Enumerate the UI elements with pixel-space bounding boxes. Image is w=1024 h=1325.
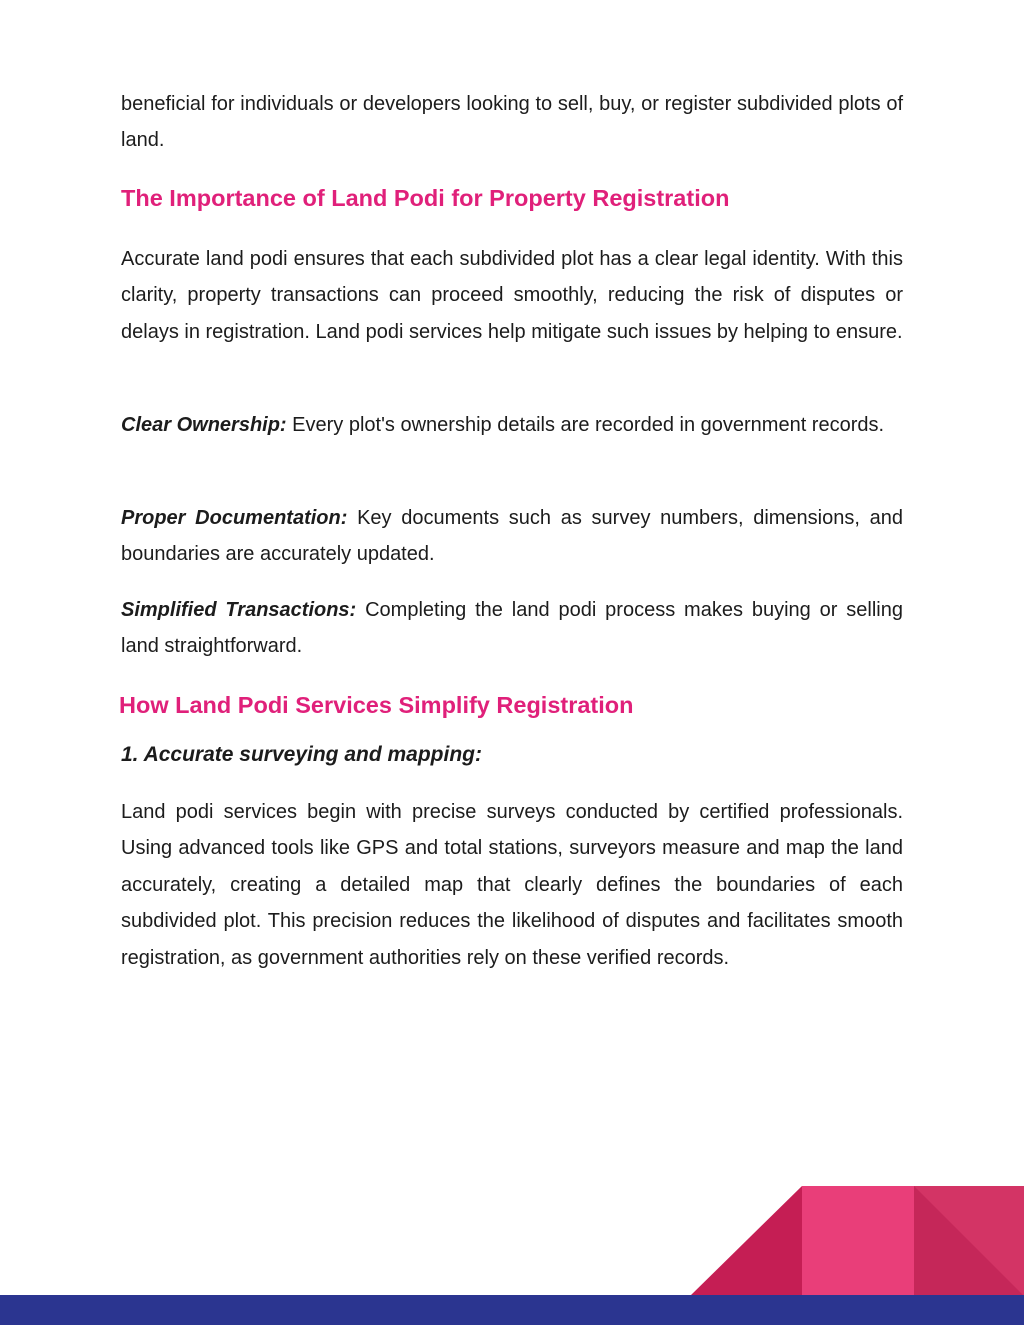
point-clear-ownership <box>121 407 903 443</box>
intro-paragraph: beneficial for individuals or developers looking to sell, buy, or register subdivided plots of land. <box>121 93 903 152</box>
importance-paragraph: Accurate land podi ensures that each subdivided plot has a clear legal identity. With this clarity, property transactions can proceed smoothly, reducing the risk of disputes or delays in registration. Land podi services help mitigate such issues by helping to ensure. <box>121 248 903 343</box>
subheading-surveying: 1. Accurate surveying and mapping: <box>121 743 482 766</box>
footer-bar <box>0 1295 1024 1325</box>
section-heading-importance: The Importance of Land Podi for Property Registration <box>121 185 730 211</box>
point-simplified-transactions <box>121 592 903 665</box>
footer-decoration <box>0 1180 1024 1325</box>
section-heading-simplify: How Land Podi Services Simplify Registration <box>119 692 634 718</box>
point-label: Simplified Transactions: <box>121 599 357 621</box>
point-text: Key documents such as survey numbers, dimensions, and boundaries are accurately updated. <box>121 507 903 566</box>
point-label: Clear Ownership: <box>121 414 287 436</box>
decor-triangle-dark <box>690 1186 802 1296</box>
surveying-paragraph: Land podi services begin with precise surveys conducted by certified professionals. Using advanced tools like GPS and total stations, surveyors measure and map the land accurately, creating a detailed map that clearly defines the boundaries of each subdivided plot. This precision reduces the likelihood of disputes and facilitates smooth registration, as government authorities rely on these verified records. <box>121 801 903 969</box>
point-text: Completing the land podi process makes buying or selling land straightforward. <box>121 599 903 658</box>
point-proper-documentation <box>121 500 903 573</box>
point-text: Every plot's ownership details are recorded in government records. <box>292 414 885 436</box>
decor-block-pink <box>802 1186 914 1296</box>
point-label: Proper Documentation: <box>121 507 348 529</box>
